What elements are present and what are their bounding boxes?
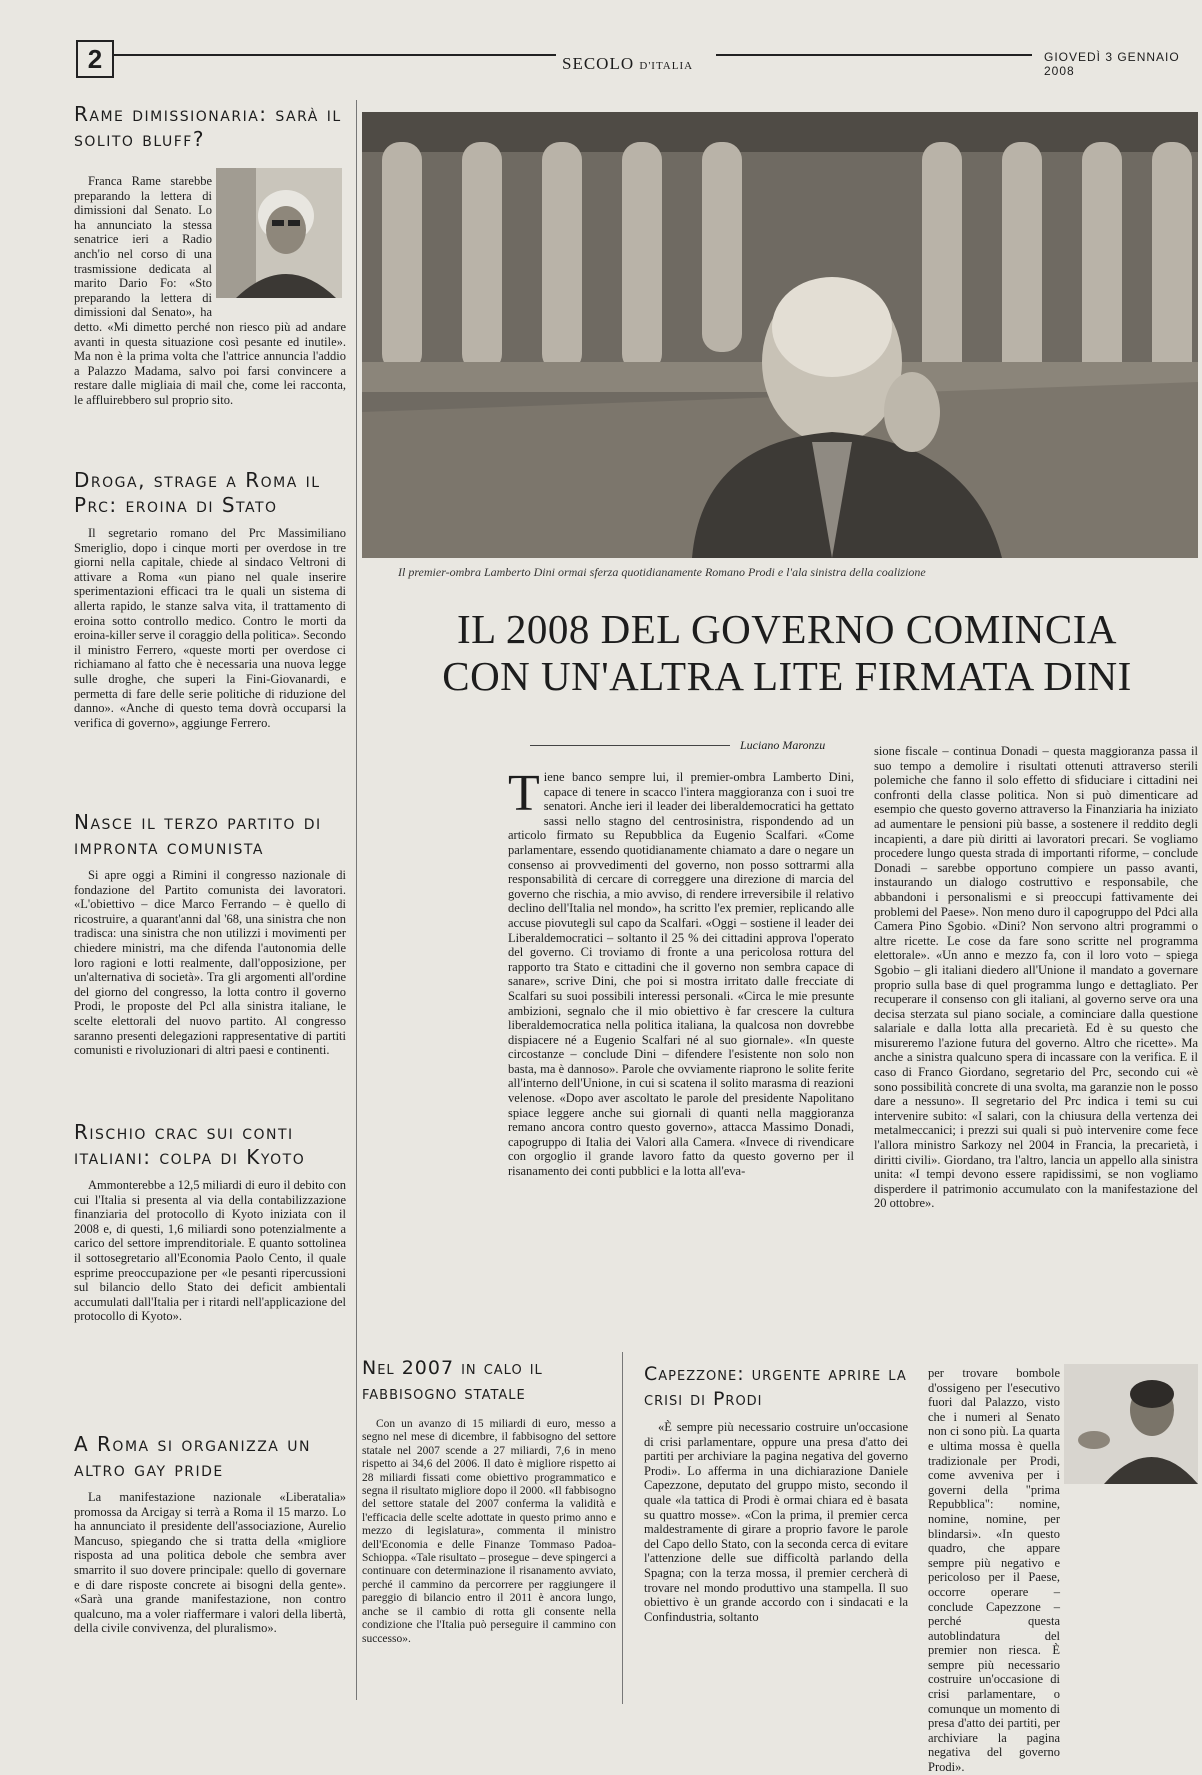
main-headline-line1: IL 2008 DEL GOVERNO COMINCIA bbox=[456, 606, 1118, 652]
byline: Luciano Maronzu bbox=[740, 738, 826, 752]
brief-terzo-partito bbox=[74, 810, 346, 1058]
capezzone-headline: Capezzone: urgente aprire la crisi di Prodi bbox=[644, 1363, 907, 1410]
brief-text bbox=[74, 174, 346, 408]
brief-rame-text: Franca Rame starebbe preparando la lettera di dimissioni dal Senato. Lo ha annunciato la stessa senatrice ieri a Radio anch'io nel corso di una trasmissione dedicata al marito Dario Fo: «Sto preparando la lettera di dimissioni dal Senato», ha detto. «Mi dimetto perché non riesco più ad andare avanti in questa situazione così pesante ed inutile». Ma non è la prima volta che l'attrice annuncia l'addio a Palazzo Madama, salvo poi farsi convincere a restare dalle migliaia di mail che, come lei racconta, le affluirebbero sul proprio sito. bbox=[74, 174, 346, 407]
brief-text: Il segretario romano del Prc Massimiliano Smeriglio, dopo i cinque morti per overdose in tre giorni nella capitale, chiede al sindaco Veltroni di attivare a Roma «un piano nel quale inserire sperimentazioni efficaci tra le quali un sistema di allerta rapido, le stanze salva vita, il trattamento di eroina sotto controllo medico. Contro le morti da eroina-killer serve il coraggio della politica». Secondo il ministro Ferrero, «queste morti per overdose ci richiamano al fatto che è necessaria una nuova legge sulle droghe, che superi la Fini-Giovanardi, e permetta di fare delle serie politiche di riduzione del danno». «Anche di questo tema dovrà occuparsi la verifica di governo», aggiunge Ferrero. bbox=[74, 526, 346, 730]
portrait-photo-capezzone bbox=[1064, 1364, 1198, 1484]
brief-headline: Droga, strage a Roma il Prc: eroina di Stato bbox=[74, 468, 321, 517]
main-story-col2: sione fiscale – continua Donadi – questa maggioranza passa il suo tempo a demolire i risultati ottenuti attraverso sterili polemiche che fanno il solo effetto di sfiduciare i cittadini nei confronti della classe politica. Non si può dimenticare ad esempio che questo governo attraverso la Finanziaria ha iniziato ad aumentare le pensioni più basse, a sostenere il reddito degli incapienti, a dare più diritti ai lavoratori precari. Se vogliamo procedere lungo questa strada di importanti riforme, – conclude Donadi – sarebbe opportuno compiere un passo avanti, instaurando un dialogo costruttivo e responsabile, che abbandoni i personalismi e si preoccupi fattivamente dei problemi del Paese». Non meno duro il capogruppo del Pdci alla Camera Pino Sgobio. «Dini? Non servono altri programmi o altre ricette. Le cose da fare sono scritte nel programma elettorale». «Un anno e mezzo fa, con il loro voto – spiega Sgobio – gli italiani diedero all'Unione il mandato a governare proprio sulla base di quel programma lungo e dettagliato. Per recuperare il consenso con gli italiani, al governo serve ora una decisa sterzata sul piano sociale, a cominciare dalla questione salariale e dalla lotta alla precarietà. Ed è su questo che misureremo l'azione futura del governo. Altro che ricette». Ma anche a sinistra qualcuno spera di incassare con la verifica. E il caso di Franco Giordano, segretario del Prc, secondo cui «è sono possibilità concrete di una svolta, ma garanzie non le posso dare a nessuno». Il segretario del Prc indica i temi su cui intervenire subito: «I salari, con la chiusura della vertenza dei metalmeccanici; i prezzi sui quali si può intervenire come fece l'allora ministro Sarkozy nel 2004 in Francia, la precarietà, i diritti civili». Giordano, tra l'altro, lancia un appello alla sinistra unita: «I tempi devono essere rapidissimi, se non vogliamo disperdere il patrimonio accumulato con la manifestazione del 20 ottobre». bbox=[874, 744, 1198, 1211]
fabbisogno-headline: Nel 2007 in calo il fabbisogno statale bbox=[362, 1357, 543, 1404]
brief-headline: Rischio crac sui conti italiani: colpa di Kyoto bbox=[74, 1120, 306, 1169]
brief-gay-pride bbox=[74, 1432, 346, 1636]
capezzone-col2 bbox=[928, 1366, 1060, 1775]
byline-rule bbox=[530, 745, 730, 746]
brief-rame bbox=[74, 102, 346, 152]
capezzone-col1: «È sempre più necessario costruire un'occasione di crisi parlamentare, oppure una presa d'atto dei partiti per archiviare la pagina negativa del governo Prodi». Lo afferma in una dichiarazione Daniele Capezzone, deputato del gruppo misto, secondo il quale «la tattica di Prodi è ormai chiara ed è basata su quattro mosse». «Con la prima, il premier cerca maldestramente di girare a proprio favore le parole del Capo dello Stato, con la seconda cerca di evitare l'attenzione delle sue difficoltà parlando della Spagna; con la terza mossa, il premier cercherà di trovare nel mondo produttivo una stampella. Il suo obiettivo è un grande accordo con i sindacati e la Confindustria, soltanto bbox=[644, 1420, 908, 1624]
drop-cap: T bbox=[508, 765, 540, 822]
column-rule bbox=[622, 1352, 623, 1704]
brief-kyoto bbox=[74, 1120, 346, 1324]
portrait-capezzone-image bbox=[1064, 1364, 1198, 1484]
masthead-date: GIOVEDÌ 3 GENNAIO 2008 bbox=[1044, 50, 1180, 78]
masthead-title bbox=[562, 54, 693, 74]
main-story-col1 bbox=[508, 765, 854, 1179]
main-headline bbox=[372, 606, 1202, 700]
column-rule bbox=[356, 100, 357, 1700]
brief-headline: A Roma si organizza un altro gay pride bbox=[74, 1432, 311, 1481]
brief-text: Ammonterebbe a 12,5 miliardi di euro il debito con cui l'Italia si presenta al via della contabilizzazione finanziaria del protocollo di Kyoto iniziata con il 2008 e, di questi, 1,6 miliardi sono potenzialmente a carico del settore imprenditoriale. E quanto sottolinea il sottosegretario all'Economia Paolo Cento, il quale esprime preoccupazione per «le pesanti ripercussioni sul bilancio dello Stato dei deficit ambientali accumulati dall'Italia per i ritardi nell'applicazione del protocollo di Kyoto». bbox=[74, 1178, 346, 1324]
photo-spacer bbox=[212, 174, 346, 306]
fabbisogno-text: Con un avanzo di 15 miliardi di euro, messo a segno nel mese di dicembre, il fabbisogno del settore statale nel 2007 scende a 27 miliardi, 7,6 in meno rispetto ai 34,6 del 2006. Il dato è migliore rispetto ai 28 miliardi fissati come obiettivo programmatico e segna il risultato migliore dopo il 2000. «Il fabbisogno del settore statale del 2007 conferma la validità e l'efficacia delle scelte adottate in questo primo anno e mezzo di legislatura», commenta il ministro dell'Economia e delle Finanze Tommaso Padoa-Schioppa. «Tale risultato – prosegue – deve spingerci a continuare con determinazione il risanamento avviato, perché il cammino da percorrere per raggiungere il pareggio di bilancio entro il 2011 è ancora lungo, anche se il cambio di rotta gli consente nella condizione che l'Italia può perseguire il cammino con successo». bbox=[362, 1418, 616, 1645]
brief-text: Si apre oggi a Rimini il congresso nazionale di fondazione del Partito comunista dei lavoratori. «L'obiettivo – dice Marco Ferrando – è quello di ricostruire, a quarant'anni dal '68, una sinistra che non tradisca: una sinistra che non utilizzi i movimenti per chiedere ministri, ma che difenda l'autonomia delle loro ragioni e lotti realmente, dall'opposizione, per un'alternativa di società». Tra gli argomenti all'ordine del giorno del congresso, la lotta contro il governo Prodi, le proposte del Pcl alla sinistra italiane, le scelte elettorali del nuovo partito. Al congresso saranno presenti delegazioni rappresentative di partiti comunisti e rivoluzionari di altri paesi e continenti. bbox=[74, 868, 346, 1058]
brief-headline: Nasce il terzo partito di impronta comunista bbox=[74, 810, 322, 859]
main-photo-dini bbox=[362, 112, 1198, 558]
page-number: 2 bbox=[76, 40, 114, 78]
masthead-rule-left bbox=[112, 54, 556, 56]
main-story-col1-text: iene banco sempre lui, il premier-ombra Lamberto Dini, capace di tenere in scacco l'intera maggioranza con i suoi tre senatori. Anche ieri il leader dei liberaldemocratici ha gettato sassi nello stagno del centrosinistra, rispondendo ad un articolo firmato su Repubblica da Eugenio Scalfari. «Come parlamentare, essendo quotidianamente chiamato a dare o negare un consenso ai provvedimenti del governo, non posso sottrarmi alla responsabilità di cercare di correggere una direzione di marcia del governo che rischia, a mio avviso, di rendere irreversibile il relativo declino dell'Italia nel mondo», ha scritto l'ex premier, replicando alle accuse piovutegli sul capo da Scalfari. «Oggi – sostiene il leader dei Liberaldemocratici – soltanto il 25 % dei cittadini approva l'operato del governo. Ci troviamo di fronte a una pericolosa rottura del rapporto tra Stato e cittadini che il governo non sembra capace di sanare», scrive Dini, che poi si mostra irritato dalle frecciate di Scalfari su suoi possibili interessi personali. «Circa le mie presunte ambizioni, segnalo che il mio obiettivo è far crescere la cultura liberaldemocratica nella politica italiana, la qualcosa non dovrebbe dispiacere né a Eugenio Scalfari né al suo giornale». «In queste circostanze – conclude Dini – difendere l'esistente non solo non basta, ma è dannoso». Parole che ovviamente riaprono le solite ferite all'interno dell'Unione, in cui si scatena il solito marasma di reazioni velenose. «Dopo aver ascoltato le parole del presidente Napolitano spiace leggere anche sui giornali di quanti nella maggioranza remano ancora contro questo governo», attacca Massimo Donadi, capogruppo di Italia dei Valori alla Camera. «Invece di rivendicare con orgoglio il grande lavoro fatto da questo governo per il risanamento dei conti pubblici e la lotta all'eva- bbox=[508, 770, 854, 1179]
main-photo-image bbox=[362, 112, 1198, 558]
main-headline-line2: CON UN'ALTRA LITE FIRMATA DINI bbox=[442, 653, 1132, 699]
masthead-rule-right bbox=[716, 54, 1032, 56]
brief-text: La manifestazione nazionale «Liberatalia» promossa da Arcigay si terrà a Roma il 15 marzo. Lo ha annunciato il presidente dell'associazione, Aurelio Mancuso, spiegando che si tratta della «migliore risposta ad una politica debole che sembra aver smarrito il suo dovere principale: quello di governare e di dare risposte concrete ai bisogni della gente». «Sarà una grande manifestazione, non contro qualcuno, ma a voler riaffermare i valori della libertà, della civile convivenza, del pluralismo». bbox=[74, 1490, 346, 1636]
capezzone-col2-text: per trovare bombole d'ossigeno per l'esecutivo fuori dal Palazzo, visto che i numeri al Senato non ci sono più. La quarta e ultima mossa è quella tradizionale per Prodi, come avveniva per i governi della "prima Repubblica": nomine, nomine, nomine, per blindarsi». «In questo quadro, che appare sempre più negativo e pericoloso per il Paese, occorre operare – conclude Capezzone – perché questa autoblindatura del premier non riesca. È sempre più necessario costruire un'occasione di crisi parlamentare, o comunque un momento di presa d'atto dei partiti, per archiviare la pagina negativa del governo Prodi». bbox=[928, 1366, 1060, 1775]
photo-caption: Il premier-ombra Lamberto Dini ormai sferza quotidianamente Romano Prodi e l'ala sinistra della coalizione bbox=[398, 565, 926, 579]
masthead-title-main: SECOLO bbox=[562, 54, 635, 73]
brief-droga bbox=[74, 468, 346, 730]
brief-headline: Rame dimissionaria: sarà il solito bluff? bbox=[74, 102, 342, 151]
masthead-title-suffix: D'ITALIA bbox=[639, 60, 694, 72]
